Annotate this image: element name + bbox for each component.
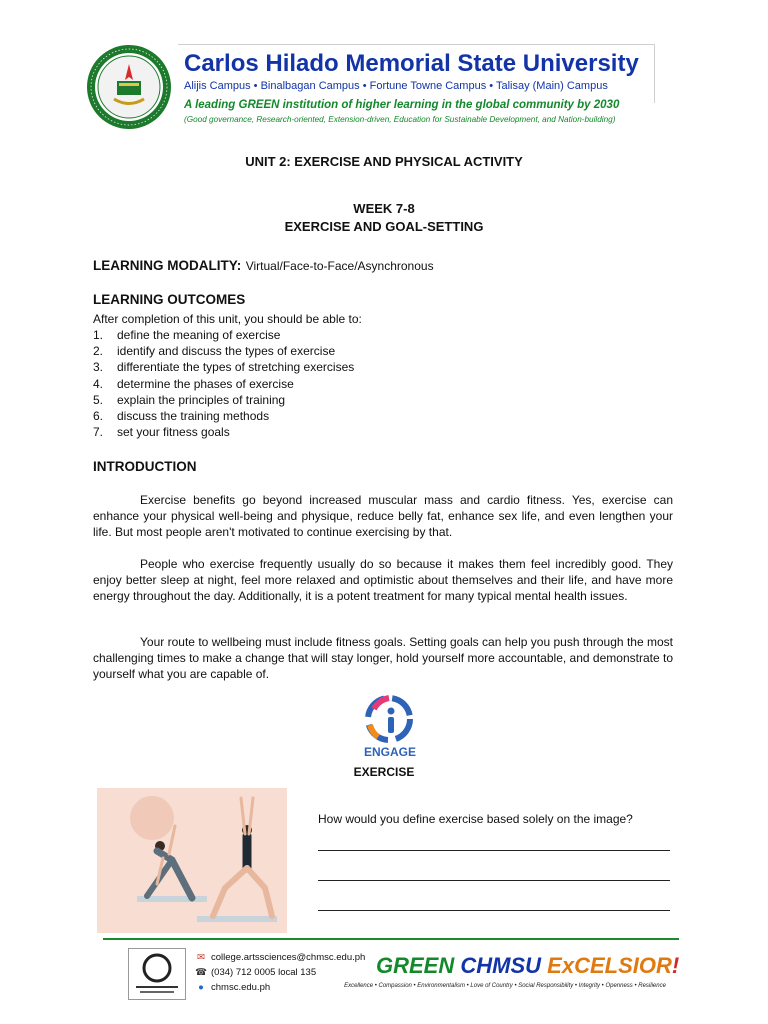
phone-icon: ☎ [195, 967, 207, 978]
outcomes-intro: After completion of this unit, you should be able to: [93, 312, 362, 326]
modality-value: Virtual/Face-to-Face/Asynchronous [245, 259, 434, 273]
core-values: Excellence • Compassion • Environmentalism • Love of Country • Social Responsibility • Integrity • Openness • Resilience [344, 983, 666, 989]
outcomes-heading: LEARNING OUTCOMES [93, 292, 246, 307]
outcome-item: 5. explain the principles of training [93, 392, 286, 407]
contact-phone: (034) 712 0005 local 135 [211, 967, 317, 978]
outcomes-list [93, 327, 354, 440]
week-subtitle: EXERCISE AND GOAL-SETTING [284, 219, 484, 234]
outcome-item: 1. define the meaning of exercise [93, 328, 281, 342]
learning-modality [93, 257, 434, 275]
outcome-item: 3. differentiate the types of stretching exercises [93, 360, 355, 375]
outcome-item: 2. identify and discuss the types of exercise [93, 344, 336, 359]
answer-line[interactable] [318, 880, 670, 881]
outcome-item: 7. set your fitness goals [93, 425, 230, 440]
vision-subtagline: (Good governance, Research-oriented, Extension-driven, Education for Sustainable Development, and Nation-building) [184, 115, 616, 124]
iso-certification-logo [128, 948, 186, 1000]
contact-email: college.artssciences@chmsc.edu.ph [211, 952, 366, 963]
footer-divider [103, 938, 679, 940]
outcome-item: 6. discuss the training methods [93, 408, 270, 423]
campus-list: Alijis Campus • Binalbagan Campus • Fortune Towne Campus • Talisay (Main) Campus [184, 80, 608, 92]
engage-icon [356, 695, 422, 743]
modality-label: LEARNING MODALITY: [93, 258, 242, 273]
answer-line[interactable] [318, 910, 670, 911]
vision-tagline: A leading GREEN institution of higher learning in the global community by 2030 [184, 99, 620, 111]
week-label: WEEK 7-8 [353, 201, 415, 216]
university-seal-logo [86, 44, 172, 130]
exercise-label: EXERCISE [353, 765, 415, 779]
university-name: Carlos Hilado Memorial State University [184, 50, 639, 77]
contact-website: chmsc.edu.ph [211, 982, 271, 993]
activity-question: How would you define exercise based solely on the image? [318, 812, 633, 826]
outcome-item: 4. determine the phases of exercise [93, 376, 294, 391]
answer-line[interactable] [318, 850, 670, 851]
yoga-illustration [97, 788, 287, 933]
introduction-heading: INTRODUCTION [93, 459, 197, 474]
intro-paragraph: Exercise benefits go beyond increased muscular mass and cardio fitness. Yes, exercise can enhance your physical well-being and physique, reduce belly fat, enhance sex life, and even lengthen your life. But most people aren't motivated to continue exercising by that. [93, 493, 673, 539]
contact-phone-row [194, 965, 365, 980]
email-icon: ✉ [197, 952, 205, 963]
unit-title: UNIT 2: EXERCISE AND PHYSICAL ACTIVITY [245, 154, 523, 169]
intro-paragraph: Your route to wellbeing must include fitness goals. Setting goals can help you push through the most challenging times to make a change that will stay longer, hold yourself more accountable, and demonstrate to yourself what you are capable of. [93, 635, 673, 681]
slogan: GREEN CHMSU ExCELSIOR! [376, 953, 680, 978]
intro-paragraph: People who exercise frequently usually do so because it makes them feel incredibly good. They enjoy better sleep at night, feel more relaxed and optimistic about themselves and their life, and have more energy throughout the day. Additionally, it is a potent treatment for many typical mental health issues. [93, 557, 673, 603]
contact-email-row[interactable] [194, 950, 365, 965]
globe-icon: ● [198, 982, 204, 993]
engage-label: ENGAGE [363, 745, 416, 759]
